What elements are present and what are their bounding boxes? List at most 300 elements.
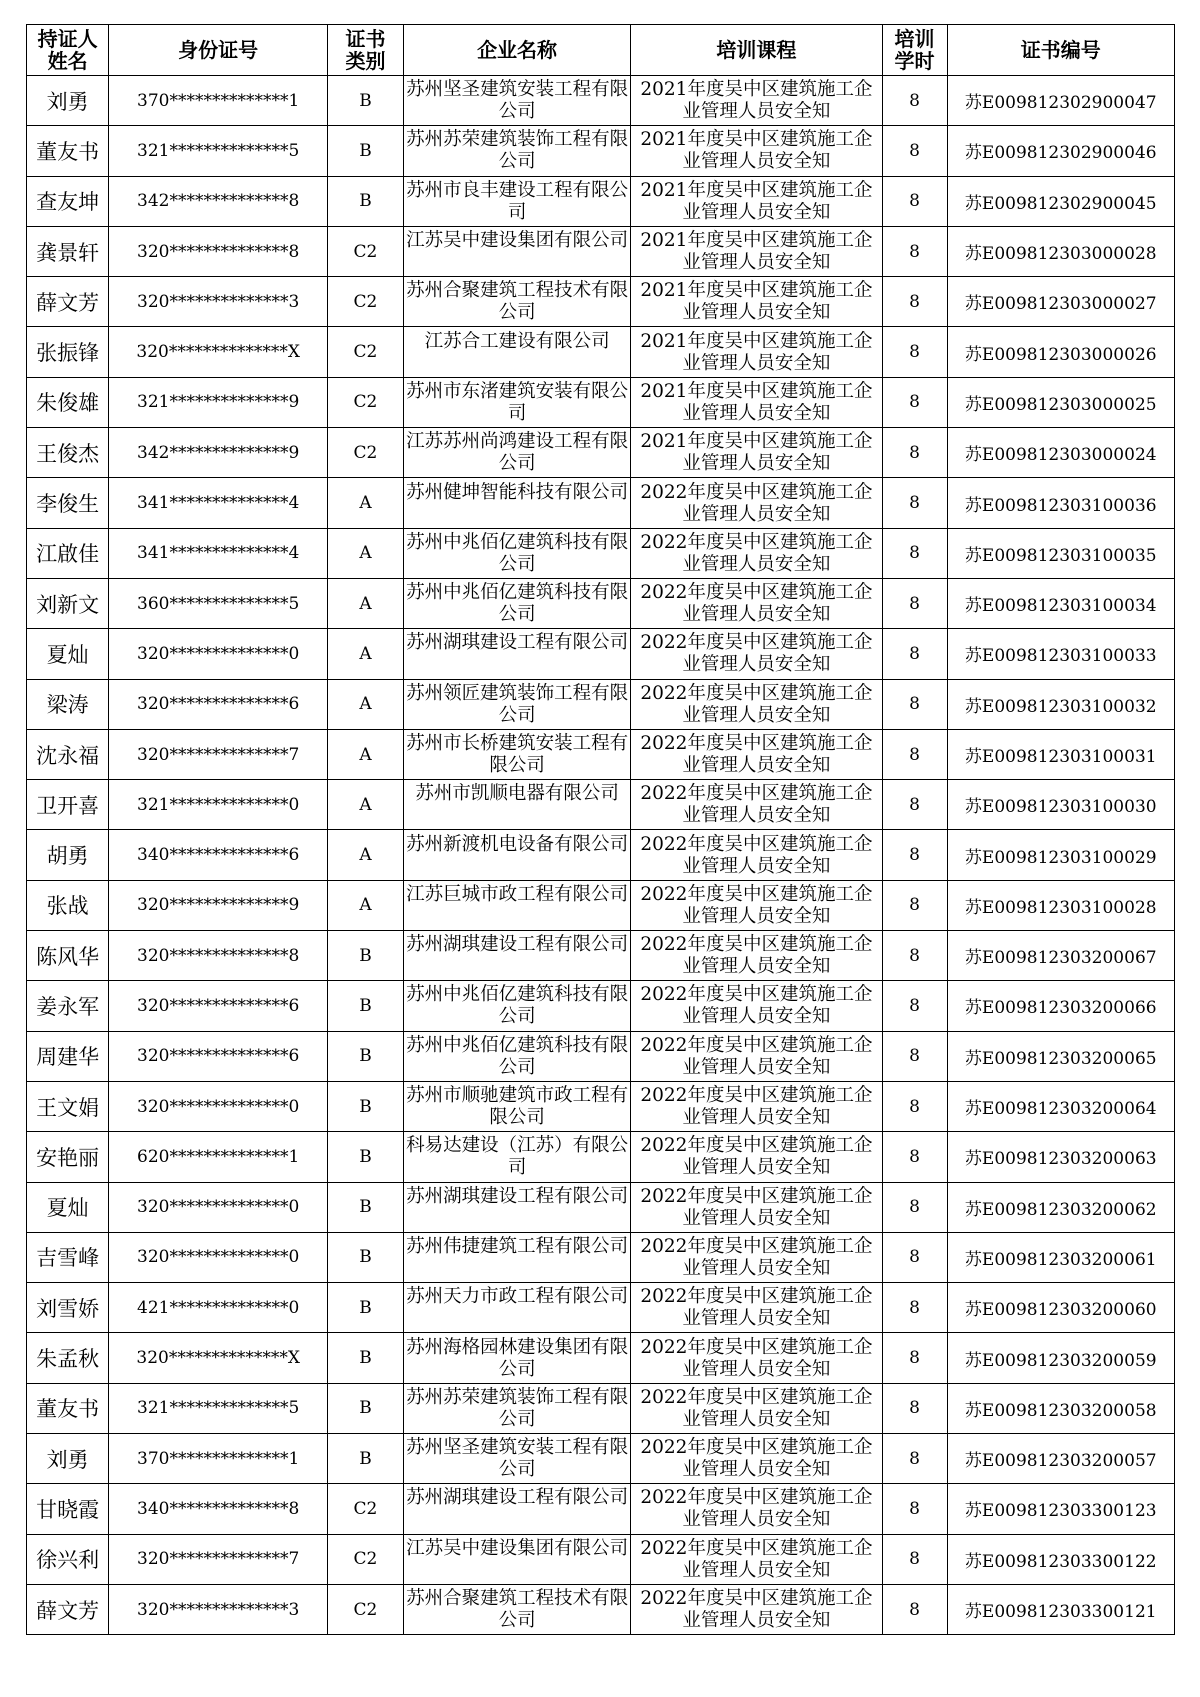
id-number-cell: 370**************1 [109, 76, 328, 126]
certificate-category-cell: B [328, 176, 404, 226]
table-row [27, 1031, 1175, 1081]
holder-name-cell: 刘雪娇 [27, 1283, 109, 1333]
enterprise-name-cell-text: 苏州健坤智能科技有限公司 [406, 481, 629, 503]
training-hours-cell: 8 [882, 1232, 947, 1282]
holder-name-cell: 朱俊雄 [27, 377, 109, 427]
holder-name-cell: 董友书 [27, 1383, 109, 1433]
training-hours-cell: 8 [882, 880, 947, 930]
holder-name-cell: 胡勇 [27, 830, 109, 880]
enterprise-name-cell-text: 江苏吴中建设集团有限公司 [406, 1537, 629, 1559]
table-row [27, 1534, 1175, 1584]
certificate-number-cell: 苏E009812303200067 [947, 931, 1175, 981]
training-course-cell [631, 679, 882, 729]
id-number-cell: 320**************3 [109, 1584, 328, 1634]
holder-name-cell: 吉雪峰 [27, 1232, 109, 1282]
enterprise-name-cell-text: 苏州湖琪建设工程有限公司 [406, 934, 629, 956]
certificate-category-cell: C2 [328, 428, 404, 478]
enterprise-name-cell-text: 苏州领匠建筑装饰工程有限公司 [406, 682, 629, 726]
certificate-number-cell: 苏E009812303100028 [947, 880, 1175, 930]
holder-name-cell: 薛文芳 [27, 277, 109, 327]
enterprise-name-cell [403, 1434, 630, 1484]
enterprise-name-cell [403, 1383, 630, 1433]
certificate-category-cell: B [328, 1434, 404, 1484]
id-number-cell: 320**************6 [109, 1031, 328, 1081]
holder-name-cell: 甘晓霞 [27, 1484, 109, 1534]
certificate-number-cell: 苏E009812303000027 [947, 277, 1175, 327]
training-hours-cell: 8 [882, 679, 947, 729]
table-row [27, 277, 1175, 327]
certificate-category-cell: C2 [328, 1534, 404, 1584]
certificate-category-cell: B [328, 1132, 404, 1182]
training-hours-cell: 8 [882, 528, 947, 578]
holder-name-cell: 沈永福 [27, 729, 109, 779]
table-row [27, 528, 1175, 578]
holder-name-cell: 查友坤 [27, 176, 109, 226]
enterprise-name-cell [403, 76, 630, 126]
training-hours-cell: 8 [882, 176, 947, 226]
enterprise-name-cell-text: 苏州湖琪建设工程有限公司 [406, 632, 629, 654]
training-course-cell [631, 1182, 882, 1232]
holder-name-cell: 夏灿 [27, 1182, 109, 1232]
training-course-cell [631, 528, 882, 578]
enterprise-name-cell [403, 780, 630, 830]
enterprise-name-cell-text: 苏州中兆佰亿建筑科技有限公司 [406, 582, 629, 626]
training-course-cell-text: 2022年度吴中区建筑施工企业管理人员安全知 [640, 934, 873, 978]
certificate-number-cell: 苏E009812303200064 [947, 1081, 1175, 1131]
enterprise-name-cell-text: 江苏合工建设有限公司 [424, 330, 610, 352]
certificate-number-cell: 苏E009812303300123 [947, 1484, 1175, 1534]
training-hours-cell: 8 [882, 1434, 947, 1484]
table-row [27, 478, 1175, 528]
table-row [27, 1484, 1175, 1534]
training-course-cell [631, 1383, 882, 1433]
enterprise-name-cell-text: 苏州中兆佰亿建筑科技有限公司 [406, 984, 629, 1028]
training-hours-cell: 8 [882, 377, 947, 427]
training-course-cell-text: 2021年度吴中区建筑施工企业管理人员安全知 [640, 431, 873, 475]
id-number-cell: 320**************9 [109, 880, 328, 930]
training-course-cell-text: 2021年度吴中区建筑施工企业管理人员安全知 [640, 380, 873, 424]
training-hours-cell: 8 [882, 629, 947, 679]
certificate-number-cell: 苏E009812302900047 [947, 76, 1175, 126]
table-row [27, 176, 1175, 226]
certificate-number-cell: 苏E009812303100035 [947, 528, 1175, 578]
certificate-number-cell: 苏E009812303100034 [947, 578, 1175, 628]
certificate-category-cell: C2 [328, 377, 404, 427]
holder-name-cell: 王俊杰 [27, 428, 109, 478]
certificate-number-cell: 苏E009812302900046 [947, 126, 1175, 176]
enterprise-name-cell-text: 苏州新渡机电设备有限公司 [406, 833, 629, 855]
training-course-cell-text: 2022年度吴中区建筑施工企业管理人员安全知 [640, 632, 873, 676]
certificate-number-cell: 苏E009812303200060 [947, 1283, 1175, 1333]
certificate-number-cell: 苏E009812303100036 [947, 478, 1175, 528]
enterprise-name-cell-text: 苏州苏荣建筑装饰工程有限公司 [406, 129, 629, 173]
training-course-cell-text: 2021年度吴中区建筑施工企业管理人员安全知 [640, 129, 873, 173]
enterprise-name-cell [403, 377, 630, 427]
training-hours-cell: 8 [882, 1333, 947, 1383]
enterprise-name-cell [403, 327, 630, 377]
training-course-cell-text: 2022年度吴中区建筑施工企业管理人员安全知 [640, 1185, 873, 1229]
training-hours-cell: 8 [882, 126, 947, 176]
holder-name-cell: 刘新文 [27, 578, 109, 628]
enterprise-name-cell-text: 苏州市长桥建筑安装工程有限公司 [406, 733, 629, 776]
training-hours-cell: 8 [882, 1182, 947, 1232]
table-row [27, 377, 1175, 427]
id-number-cell: 320**************7 [109, 1534, 328, 1584]
training-hours-cell: 8 [882, 478, 947, 528]
enterprise-name-cell-text: 苏州湖琪建设工程有限公司 [406, 1487, 629, 1509]
table-row [27, 679, 1175, 729]
training-hours-cell: 8 [882, 1534, 947, 1584]
certificate-category-cell: B [328, 1333, 404, 1383]
table-row [27, 1333, 1175, 1383]
training-course-cell [631, 931, 882, 981]
training-course-cell-text: 2022年度吴中区建筑施工企业管理人员安全知 [640, 984, 873, 1028]
training-hours-cell: 8 [882, 1081, 947, 1131]
training-course-cell [631, 880, 882, 930]
certificate-number-cell: 苏E009812303300121 [947, 1584, 1175, 1634]
enterprise-name-cell [403, 1283, 630, 1333]
table-row [27, 226, 1175, 276]
holder-name-cell: 张振锋 [27, 327, 109, 377]
id-number-cell: 340**************6 [109, 830, 328, 880]
training-course-cell [631, 428, 882, 478]
certificate-number-cell: 苏E009812303100030 [947, 780, 1175, 830]
training-hours-cell: 8 [882, 729, 947, 779]
table-row [27, 931, 1175, 981]
table-row [27, 1283, 1175, 1333]
table-row [27, 1383, 1175, 1433]
enterprise-name-cell [403, 729, 630, 779]
holder-name-cell: 王文娟 [27, 1081, 109, 1131]
training-course-cell [631, 377, 882, 427]
training-course-cell [631, 1132, 882, 1182]
training-hours-cell: 8 [882, 76, 947, 126]
training-hours-cell: 8 [882, 1484, 947, 1534]
table-row [27, 1232, 1175, 1282]
training-course-cell [631, 176, 882, 226]
training-course-cell-text: 2022年度吴中区建筑施工企业管理人员安全知 [640, 1286, 873, 1330]
id-number-cell: 370**************1 [109, 1434, 328, 1484]
enterprise-name-cell [403, 1182, 630, 1232]
training-course-cell-text: 2021年度吴中区建筑施工企业管理人员安全知 [640, 179, 873, 223]
enterprise-name-cell-text: 江苏吴中建设集团有限公司 [406, 230, 629, 252]
training-course-cell [631, 729, 882, 779]
training-course-cell [631, 76, 882, 126]
enterprise-name-cell [403, 1081, 630, 1131]
enterprise-name-cell-text: 苏州合聚建筑工程技术有限公司 [406, 1588, 629, 1632]
training-hours-cell: 8 [882, 931, 947, 981]
certificate-number-cell: 苏E009812303000026 [947, 327, 1175, 377]
id-number-cell: 321**************0 [109, 780, 328, 830]
training-course-cell [631, 830, 882, 880]
table-row [27, 76, 1175, 126]
holder-name-cell: 周建华 [27, 1031, 109, 1081]
certificate-category-cell: B [328, 981, 404, 1031]
id-number-cell: 320**************8 [109, 931, 328, 981]
holder-name-cell: 龚景轩 [27, 226, 109, 276]
training-hours-cell: 8 [882, 981, 947, 1031]
training-course-cell [631, 780, 882, 830]
training-hours-cell: 8 [882, 1132, 947, 1182]
header-id-number: 身份证号 [109, 25, 328, 76]
enterprise-name-cell [403, 880, 630, 930]
certificate-category-cell: A [328, 578, 404, 628]
certificate-category-cell: C2 [328, 1484, 404, 1534]
enterprise-name-cell-text: 苏州伟捷建筑工程有限公司 [406, 1235, 629, 1257]
id-number-cell: 360**************5 [109, 578, 328, 628]
enterprise-name-cell-text: 苏州市顺驰建筑市政工程有限公司 [406, 1085, 629, 1129]
enterprise-name-cell-text: 江苏苏州尚鸿建设工程有限公司 [406, 431, 629, 475]
id-number-cell: 320**************3 [109, 277, 328, 327]
header-holder-name: 持证人姓名 [27, 25, 109, 76]
training-course-cell-text: 2022年度吴中区建筑施工企业管理人员安全知 [640, 1135, 873, 1179]
table-row [27, 1132, 1175, 1182]
enterprise-name-cell-text: 苏州中兆佰亿建筑科技有限公司 [406, 531, 629, 575]
certificate-category-cell: A [328, 629, 404, 679]
holder-name-cell: 梁涛 [27, 679, 109, 729]
training-hours-cell: 8 [882, 277, 947, 327]
training-course-cell [631, 226, 882, 276]
training-course-cell-text: 2022年度吴中区建筑施工企业管理人员安全知 [640, 1034, 873, 1078]
id-number-cell: 341**************4 [109, 478, 328, 528]
training-course-cell-text: 2021年度吴中区建筑施工企业管理人员安全知 [640, 79, 873, 123]
certificate-number-cell: 苏E009812303000025 [947, 377, 1175, 427]
certificate-category-cell: A [328, 880, 404, 930]
training-course-cell-text: 2022年度吴中区建筑施工企业管理人员安全知 [640, 733, 873, 776]
enterprise-name-cell-text: 苏州合聚建筑工程技术有限公司 [406, 280, 629, 324]
enterprise-name-cell [403, 578, 630, 628]
id-number-cell: 320**************0 [109, 1182, 328, 1232]
holder-name-cell: 江啟佳 [27, 528, 109, 578]
training-hours-cell: 8 [882, 830, 947, 880]
certificate-category-cell: C2 [328, 327, 404, 377]
enterprise-name-cell [403, 1031, 630, 1081]
holder-name-cell: 姜永军 [27, 981, 109, 1031]
enterprise-name-cell-text: 苏州苏荣建筑装饰工程有限公司 [406, 1386, 629, 1430]
certificate-category-cell: B [328, 931, 404, 981]
certificate-number-cell: 苏E009812302900045 [947, 176, 1175, 226]
holder-name-cell: 陈风华 [27, 931, 109, 981]
certificate-category-cell: B [328, 1232, 404, 1282]
training-course-cell [631, 1232, 882, 1282]
training-course-cell [631, 478, 882, 528]
certificate-number-cell: 苏E009812303000024 [947, 428, 1175, 478]
training-course-cell-text: 2022年度吴中区建筑施工企业管理人员安全知 [640, 883, 873, 927]
enterprise-name-cell [403, 126, 630, 176]
id-number-cell: 320**************0 [109, 629, 328, 679]
certificate-category-cell: A [328, 729, 404, 779]
header-row [27, 25, 1175, 76]
table-row [27, 880, 1175, 930]
training-course-cell-text: 2022年度吴中区建筑施工企业管理人员安全知 [640, 582, 873, 626]
id-number-cell: 321**************5 [109, 1383, 328, 1433]
training-course-cell [631, 1484, 882, 1534]
training-course-cell [631, 277, 882, 327]
certificate-category-cell: A [328, 780, 404, 830]
holder-name-cell: 刘勇 [27, 1434, 109, 1484]
training-hours-cell: 8 [882, 780, 947, 830]
certificate-number-cell: 苏E009812303200062 [947, 1182, 1175, 1232]
certificate-category-cell: A [328, 830, 404, 880]
training-course-cell [631, 1534, 882, 1584]
enterprise-name-cell [403, 277, 630, 327]
enterprise-name-cell [403, 830, 630, 880]
training-course-cell-text: 2022年度吴中区建筑施工企业管理人员安全知 [640, 1537, 873, 1581]
table-row [27, 780, 1175, 830]
id-number-cell: 320**************0 [109, 1081, 328, 1131]
table-row [27, 428, 1175, 478]
certificate-table [26, 24, 1175, 1635]
certificate-category-cell: C2 [328, 1584, 404, 1634]
id-number-cell: 321**************9 [109, 377, 328, 427]
id-number-cell: 341**************4 [109, 528, 328, 578]
enterprise-name-cell [403, 931, 630, 981]
enterprise-name-cell-text: 苏州市凯顺电器有限公司 [415, 783, 619, 805]
enterprise-name-cell [403, 679, 630, 729]
table-row [27, 1584, 1175, 1634]
table-row [27, 981, 1175, 1031]
training-course-cell-text: 2022年度吴中区建筑施工企业管理人员安全知 [640, 481, 873, 525]
certificate-category-cell: A [328, 528, 404, 578]
enterprise-name-cell-text: 科易达建设（江苏）有限公司 [406, 1135, 629, 1179]
certificate-category-cell: B [328, 1283, 404, 1333]
enterprise-name-cell [403, 981, 630, 1031]
training-course-cell-text: 2022年度吴中区建筑施工企业管理人员安全知 [640, 531, 873, 575]
training-hours-cell: 8 [882, 578, 947, 628]
certificate-category-cell: C2 [328, 226, 404, 276]
training-hours-cell: 8 [882, 1031, 947, 1081]
holder-name-cell: 张战 [27, 880, 109, 930]
id-number-cell: 320**************6 [109, 679, 328, 729]
id-number-cell: 342**************8 [109, 176, 328, 226]
id-number-cell: 320**************8 [109, 226, 328, 276]
certificate-number-cell: 苏E009812303200057 [947, 1434, 1175, 1484]
enterprise-name-cell-text: 江苏巨城市政工程有限公司 [406, 883, 629, 905]
enterprise-name-cell [403, 226, 630, 276]
enterprise-name-cell-text: 苏州中兆佰亿建筑科技有限公司 [406, 1034, 629, 1078]
certificate-number-cell: 苏E009812303100032 [947, 679, 1175, 729]
table-row [27, 126, 1175, 176]
certificate-number-cell: 苏E009812303200058 [947, 1383, 1175, 1433]
table-row [27, 830, 1175, 880]
enterprise-name-cell [403, 528, 630, 578]
certificate-category-cell: B [328, 126, 404, 176]
certificate-number-cell: 苏E009812303000028 [947, 226, 1175, 276]
table-row [27, 578, 1175, 628]
training-course-cell [631, 1333, 882, 1383]
certificate-number-cell: 苏E009812303200066 [947, 981, 1175, 1031]
table-row [27, 1434, 1175, 1484]
certificate-number-cell: 苏E009812303200061 [947, 1232, 1175, 1282]
training-course-cell-text: 2022年度吴中区建筑施工企业管理人员安全知 [640, 1588, 873, 1632]
certificate-category-cell: B [328, 1383, 404, 1433]
id-number-cell: 421**************0 [109, 1283, 328, 1333]
training-hours-cell: 8 [882, 1584, 947, 1634]
enterprise-name-cell-text: 苏州天力市政工程有限公司 [406, 1286, 629, 1308]
certificate-number-cell: 苏E009812303200059 [947, 1333, 1175, 1383]
holder-name-cell: 安艳丽 [27, 1132, 109, 1182]
certificate-category-cell: C2 [328, 277, 404, 327]
enterprise-name-cell [403, 1534, 630, 1584]
certificate-number-cell: 苏E009812303300122 [947, 1534, 1175, 1584]
header-enterprise-name: 企业名称 [403, 25, 630, 76]
holder-name-cell: 李俊生 [27, 478, 109, 528]
id-number-cell: 342**************9 [109, 428, 328, 478]
id-number-cell: 321**************5 [109, 126, 328, 176]
training-course-cell [631, 1031, 882, 1081]
enterprise-name-cell [403, 176, 630, 226]
enterprise-name-cell [403, 1132, 630, 1182]
certificate-category-cell: B [328, 1031, 404, 1081]
enterprise-name-cell-text: 苏州坚圣建筑安装工程有限公司 [406, 1437, 629, 1481]
id-number-cell: 620**************1 [109, 1132, 328, 1182]
enterprise-name-cell-text: 苏州市东渚建筑安装有限公司 [406, 380, 629, 424]
certificate-category-cell: A [328, 679, 404, 729]
enterprise-name-cell [403, 629, 630, 679]
table-header [27, 25, 1175, 76]
header-certificate-number: 证书编号 [947, 25, 1175, 76]
holder-name-cell: 刘勇 [27, 76, 109, 126]
id-number-cell: 320**************6 [109, 981, 328, 1031]
certificate-number-cell: 苏E009812303100031 [947, 729, 1175, 779]
table-row [27, 1182, 1175, 1232]
table-body [27, 76, 1175, 1635]
holder-name-cell: 夏灿 [27, 629, 109, 679]
id-number-cell: 320**************0 [109, 1232, 328, 1282]
training-course-cell-text: 2022年度吴中区建筑施工企业管理人员安全知 [640, 682, 873, 726]
enterprise-name-cell [403, 1584, 630, 1634]
enterprise-name-cell [403, 1333, 630, 1383]
enterprise-name-cell-text: 苏州市良丰建设工程有限公司 [406, 179, 629, 223]
id-number-cell: 320**************X [109, 327, 328, 377]
training-course-cell-text: 2022年度吴中区建筑施工企业管理人员安全知 [640, 1085, 873, 1129]
training-course-cell-text: 2022年度吴中区建筑施工企业管理人员安全知 [640, 783, 873, 827]
training-course-cell [631, 1434, 882, 1484]
training-course-cell-text: 2022年度吴中区建筑施工企业管理人员安全知 [640, 1386, 873, 1430]
training-course-cell-text: 2022年度吴中区建筑施工企业管理人员安全知 [640, 1487, 873, 1531]
holder-name-cell: 董友书 [27, 126, 109, 176]
certificate-category-cell: B [328, 76, 404, 126]
training-course-cell-text: 2021年度吴中区建筑施工企业管理人员安全知 [640, 230, 873, 274]
enterprise-name-cell [403, 478, 630, 528]
training-course-cell-text: 2021年度吴中区建筑施工企业管理人员安全知 [640, 330, 873, 374]
holder-name-cell: 薛文芳 [27, 1584, 109, 1634]
enterprise-name-cell-text: 苏州坚圣建筑安装工程有限公司 [406, 79, 629, 123]
training-hours-cell: 8 [882, 226, 947, 276]
certificate-number-cell: 苏E009812303100033 [947, 629, 1175, 679]
header-certificate-category: 证书类别 [328, 25, 404, 76]
table-row [27, 1081, 1175, 1131]
training-course-cell [631, 126, 882, 176]
certificate-number-cell: 苏E009812303200065 [947, 1031, 1175, 1081]
table-row [27, 729, 1175, 779]
training-course-cell [631, 1584, 882, 1634]
training-hours-cell: 8 [882, 1283, 947, 1333]
certificate-category-cell: B [328, 1081, 404, 1131]
enterprise-name-cell-text: 苏州湖琪建设工程有限公司 [406, 1185, 629, 1207]
training-hours-cell: 8 [882, 1383, 947, 1433]
certificate-category-cell: B [328, 1182, 404, 1232]
id-number-cell: 320**************X [109, 1333, 328, 1383]
training-course-cell-text: 2022年度吴中区建筑施工企业管理人员安全知 [640, 1235, 873, 1279]
enterprise-name-cell [403, 428, 630, 478]
training-hours-cell: 8 [882, 428, 947, 478]
training-course-cell-text: 2021年度吴中区建筑施工企业管理人员安全知 [640, 280, 873, 324]
enterprise-name-cell [403, 1232, 630, 1282]
header-training-hours: 培训学时 [882, 25, 947, 76]
header-training-course: 培训课程 [631, 25, 882, 76]
training-course-cell [631, 1283, 882, 1333]
